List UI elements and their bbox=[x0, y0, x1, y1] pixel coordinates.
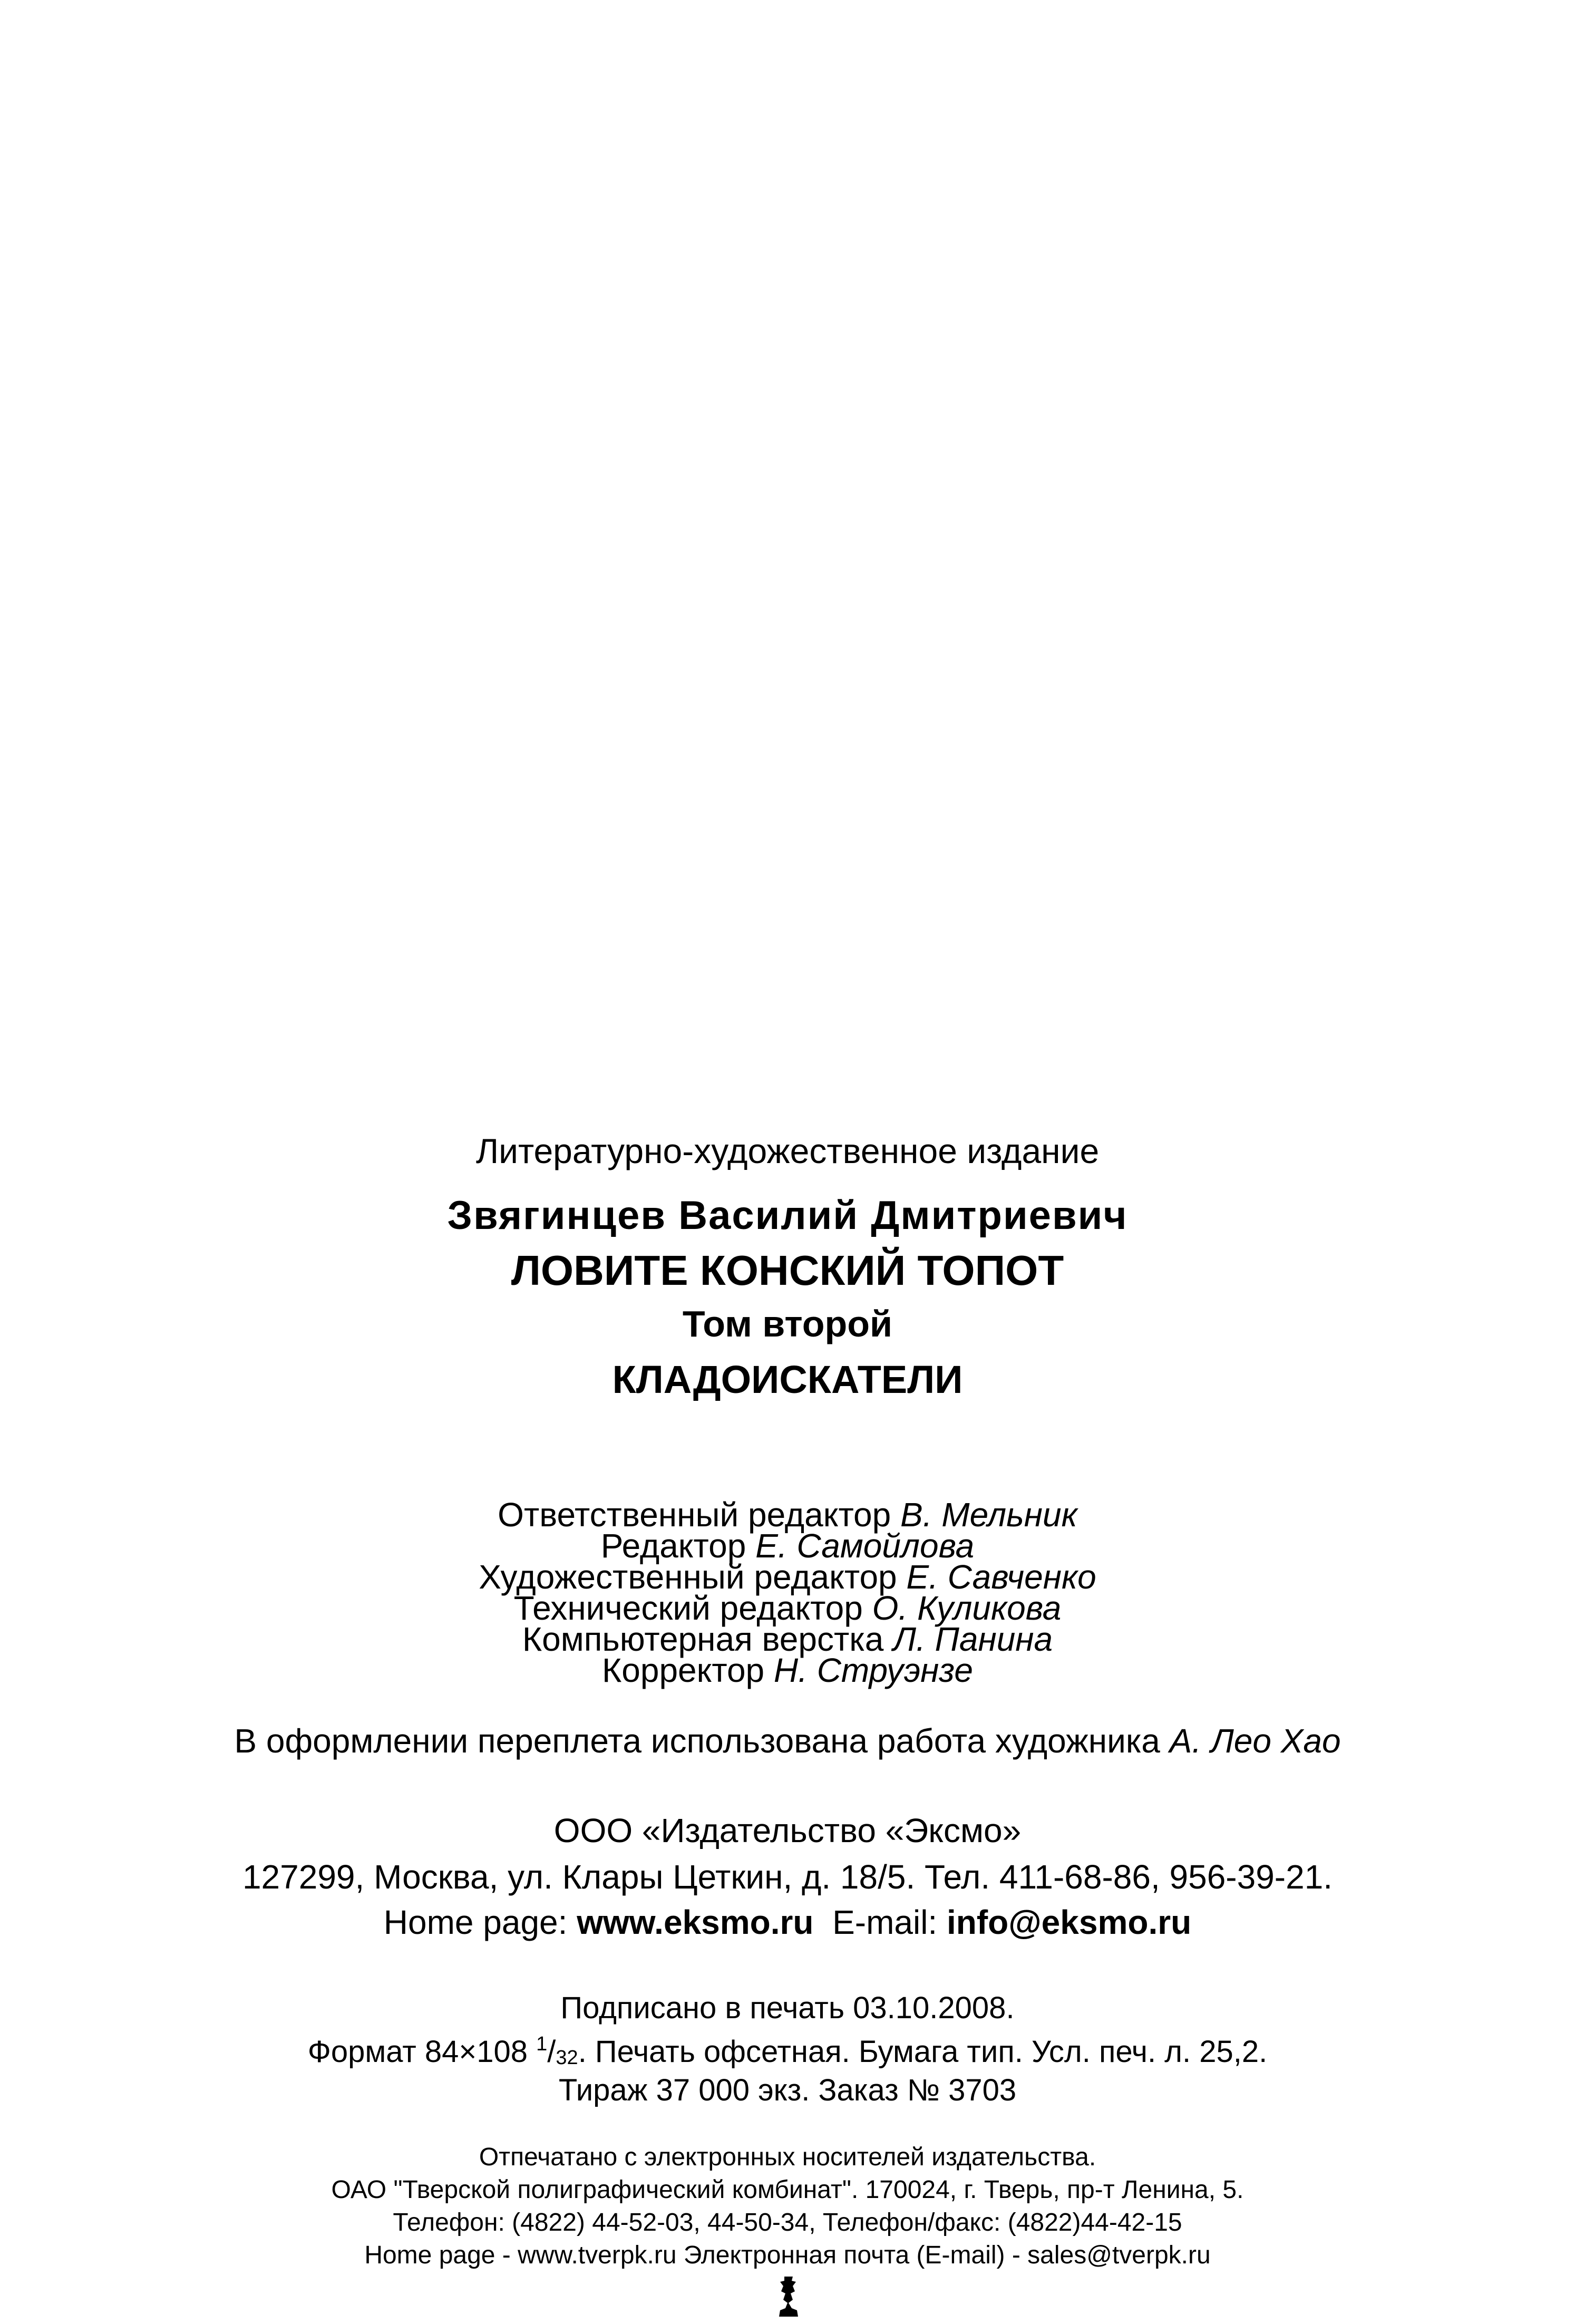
credit-row bbox=[0, 1527, 1575, 1565]
signed-to-print: Подписано в печать 03.10.2008. bbox=[560, 1991, 1015, 2025]
credit-row bbox=[0, 1558, 1575, 1596]
cover-art-credit bbox=[0, 1724, 1575, 1758]
credit-row bbox=[0, 1589, 1575, 1627]
home-page-label: Home page: bbox=[383, 1903, 577, 1941]
printer-line-1: Отпечатано с электронных носителей издательства. bbox=[479, 2143, 1096, 2171]
credit-row bbox=[0, 1496, 1575, 1534]
credit-role: Компьютерная верстка bbox=[522, 1620, 893, 1658]
credit-name: Е. Савченко bbox=[906, 1558, 1096, 1596]
author-name: Звягинцев Василий Дмитриевич bbox=[447, 1193, 1128, 1238]
email-label: E-mail: bbox=[813, 1903, 947, 1941]
home-page-url: www.eksmo.ru bbox=[577, 1903, 814, 1941]
publisher-address: 127299, Москва, ул. Клары Цеткин, д. 18/5. Тел. 411-68-86, 956-39-21. bbox=[242, 1858, 1333, 1896]
printer-line-2: ОАО "Тверской полиграфический комбинат". 170024, г. Тверь, пр-т Ленина, 5. bbox=[331, 2176, 1244, 2204]
format-numerator: 1 bbox=[536, 2033, 548, 2055]
format-prefix: Формат 84×108 bbox=[307, 2035, 537, 2069]
circulation-order: Тираж 37 000 экз. Заказ № 3703 bbox=[558, 2073, 1017, 2107]
edition-type: Литературно-художественное издание bbox=[475, 1131, 1100, 1170]
book-subtitle: КЛАДОИСКАТЕЛИ bbox=[612, 1358, 963, 1401]
credit-role: Ответственный редактор bbox=[498, 1496, 901, 1534]
credit-name: Е. Самойлова bbox=[755, 1527, 975, 1565]
format-slash: / bbox=[547, 2035, 556, 2069]
email-address: info@eksmo.ru bbox=[946, 1903, 1192, 1941]
publisher-contacts bbox=[0, 1905, 1575, 1939]
credit-row bbox=[0, 1651, 1575, 1689]
printer-line-4: Home page - www.tverpk.ru Электронная почта (E-mail) - sales@tverpk.ru bbox=[364, 2241, 1211, 2269]
credit-row bbox=[0, 1620, 1575, 1658]
cover-artist: А. Лео Хао bbox=[1169, 1722, 1341, 1760]
cover-art-text: В оформлении переплета использована работа художника bbox=[234, 1722, 1170, 1760]
format-suffix: . Печать офсетная. Бумага тип. Усл. печ. л. 25,2. bbox=[578, 2035, 1268, 2069]
credits-block bbox=[0, 1496, 1575, 1689]
credit-role: Корректор bbox=[601, 1651, 774, 1689]
credit-role: Технический редактор bbox=[513, 1589, 872, 1627]
publisher-name: ООО «Издательство «Эксмо» bbox=[553, 1812, 1022, 1849]
printer-emblem-icon bbox=[777, 2275, 800, 2318]
credit-role: Художественный редактор bbox=[479, 1558, 907, 1596]
credit-role: Редактор bbox=[600, 1527, 756, 1565]
credit-name: Л. Панина bbox=[893, 1620, 1053, 1658]
printer-line-3: Телефон: (4822) 44-52-03, 44-50-34, Телефон/факс: (4822)44-42-15 bbox=[393, 2209, 1182, 2236]
book-title: ЛОВИТЕ КОНСКИЙ ТОПОТ bbox=[511, 1247, 1064, 1294]
credit-name: О. Куликова bbox=[872, 1589, 1062, 1627]
credit-name: Н. Струэнзе bbox=[773, 1651, 974, 1689]
format-denominator: 32 bbox=[556, 2047, 578, 2069]
volume-label: Том второй bbox=[682, 1303, 893, 1344]
credit-name: В. Мельник bbox=[900, 1496, 1077, 1534]
print-format bbox=[0, 2034, 1575, 2068]
